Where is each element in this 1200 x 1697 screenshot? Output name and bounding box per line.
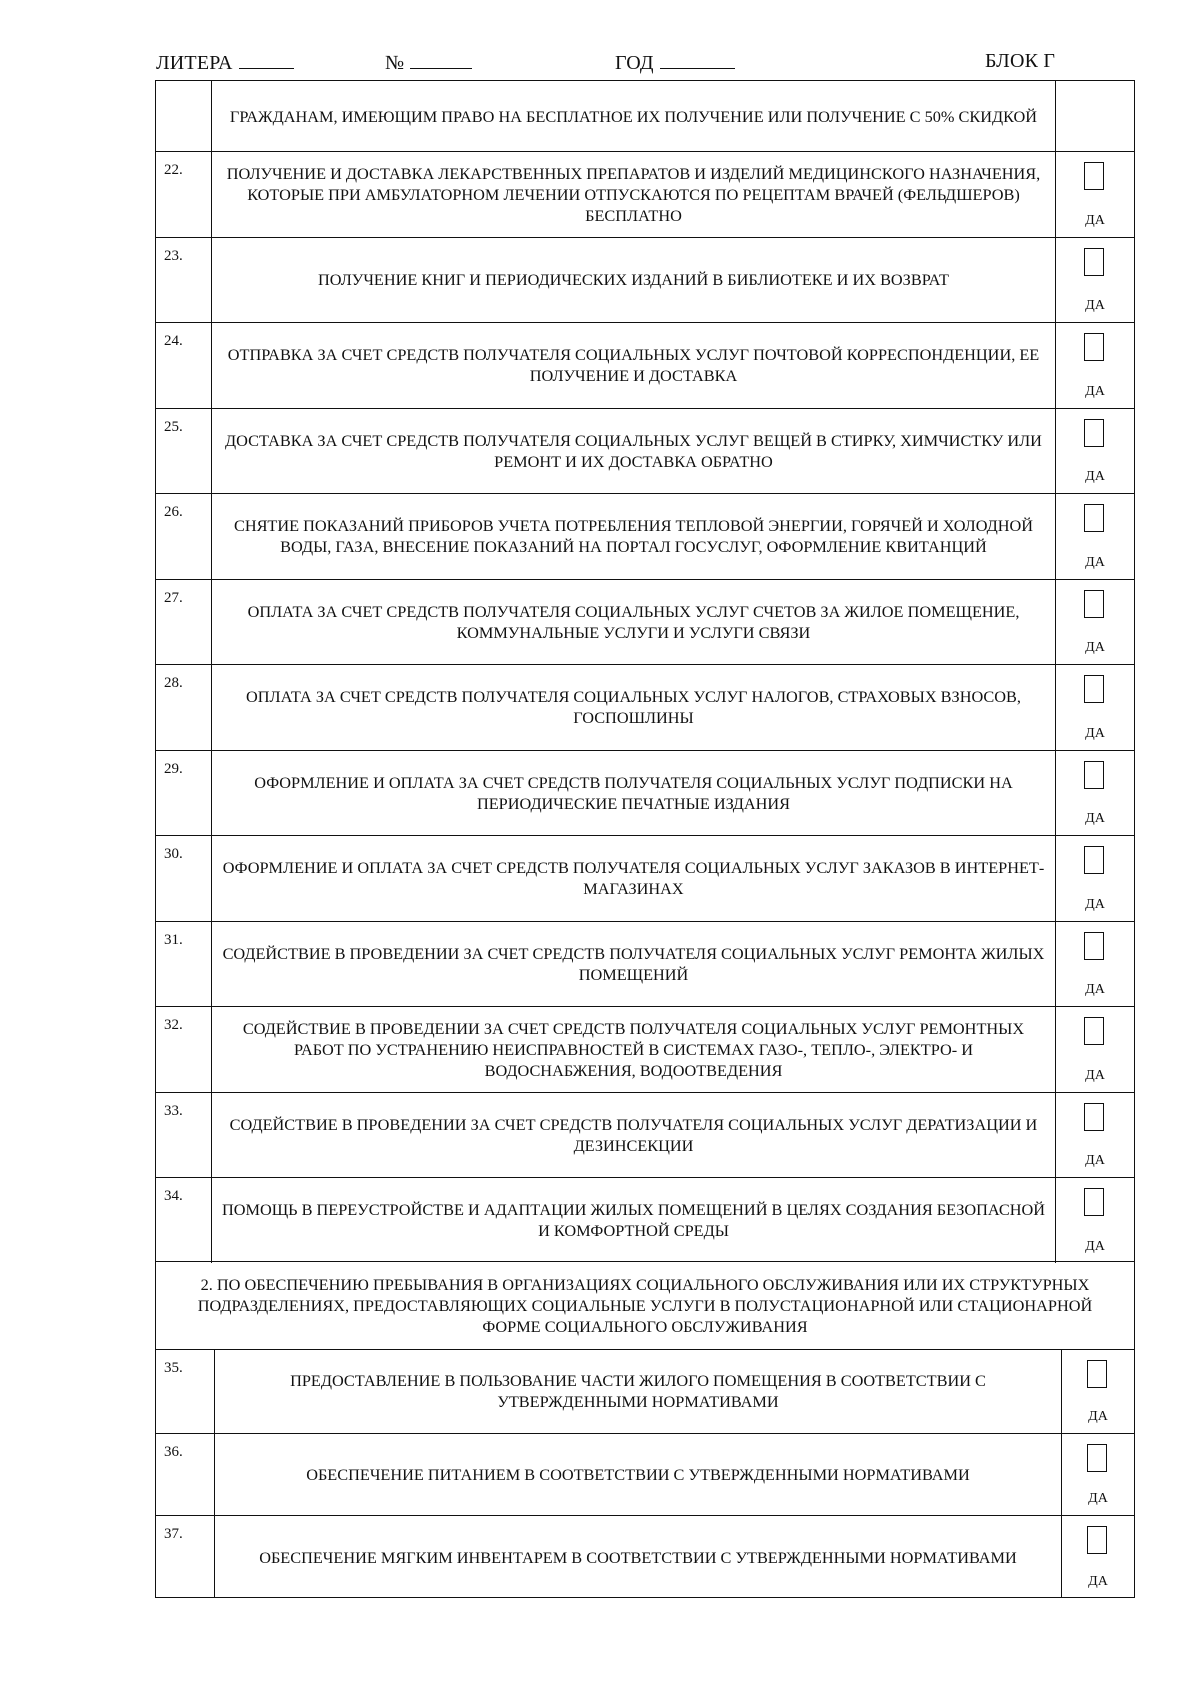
service-row xyxy=(156,151,1134,237)
row-number: 28. xyxy=(164,675,183,691)
service-description: СОДЕЙСТВИЕ В ПРОВЕДЕНИИ ЗА СЧЕТ СРЕДСТВ ПОЛУЧАТЕЛЯ СОЦИАЛЬНЫХ УСЛУГ РЕМОНТА ЖИЛЫХ ПОМЕЩЕНИЙ xyxy=(211,922,1056,1007)
number-label: № xyxy=(385,52,405,74)
yes-label: ДА xyxy=(1085,383,1105,399)
row-number: 31. xyxy=(164,931,183,948)
service-description: ДОСТАВКА ЗА СЧЕТ СРЕДСТВ ПОЛУЧАТЕЛЯ СОЦИАЛЬНЫХ УСЛУГ ВЕЩЕЙ В СТИРКУ, ХИМЧИСТКУ ИЛИ РЕМОНТ И ИХ ДОСТАВКА ОБРАТНО xyxy=(211,409,1056,494)
row-number: 29. xyxy=(164,760,183,777)
yes-option[interactable] xyxy=(1056,409,1134,494)
year-field[interactable] xyxy=(615,50,735,75)
yes-option[interactable] xyxy=(1056,1093,1134,1178)
yes-label: ДА xyxy=(1085,811,1105,826)
row-number: 33. xyxy=(164,1102,183,1119)
row-number: 32. xyxy=(164,1017,183,1033)
yes-checkbox[interactable] xyxy=(1087,1444,1107,1472)
yes-label: ДА xyxy=(1085,1067,1105,1083)
yes-option[interactable] xyxy=(1056,1007,1134,1092)
service-description: СОДЕЙСТВИЕ В ПРОВЕДЕНИИ ЗА СЧЕТ СРЕДСТВ ПОЛУЧАТЕЛЯ СОЦИАЛЬНЫХ УСЛУГ РЕМОНТНЫХ РАБОТ ПО УСТРАНЕНИЮ НЕИСПРАВНОСТЕЙ В СИСТЕМАХ ГАЗО-, ТЕПЛО-, ЭЛЕКТРО- И ВОДОСНАБЖЕНИЯ, ВОДООТВЕДЕНИЯ xyxy=(211,1007,1056,1092)
yes-checkbox[interactable] xyxy=(1084,590,1104,618)
yes-checkbox[interactable] xyxy=(1084,248,1104,276)
yes-label: ДА xyxy=(1085,1153,1105,1168)
yes-option[interactable] xyxy=(1056,580,1134,665)
yes-label: ДА xyxy=(1088,1574,1108,1590)
service-description: ПРЕДОСТАВЛЕНИЕ В ПОЛЬЗОВАНИЕ ЧАСТИ ЖИЛОГО ПОМЕЩЕНИЯ В СООТВЕТСТВИИ С УТВЕРЖДЕННЫМИ НОРМАТИВАМИ xyxy=(214,1350,1062,1433)
yes-label: ДА xyxy=(1085,298,1105,313)
yes-label: ДА xyxy=(1085,469,1105,484)
service-row xyxy=(156,1092,1134,1178)
yes-checkbox[interactable] xyxy=(1084,1103,1104,1131)
yes-label: ДА xyxy=(1085,554,1105,570)
section-2-title: 2. ПО ОБЕСПЕЧЕНИЮ ПРЕБЫВАНИЯ В ОРГАНИЗАЦИЯХ СОЦИАЛЬНОГО ОБСЛУЖИВАНИЯ ИЛИ ИХ СТРУКТУРНЫХ ПОДРАЗДЕЛЕНИЯХ, ПРЕДОСТАВЛЯЮЩИХ СОЦИАЛЬНЫЕ УСЛУГИ В ПОЛУСТАЦИОНАРНОЙ ИЛИ СТАЦИОНАРНОЙ ФОРМЕ СОЦИАЛЬНОГО ОБСЛУЖИВАНИЯ xyxy=(155,1262,1135,1350)
yes-checkbox[interactable] xyxy=(1087,1360,1107,1388)
yes-label: ДА xyxy=(1085,1238,1105,1254)
service-description: ПОЛУЧЕНИЕ КНИГ И ПЕРИОДИЧЕСКИХ ИЗДАНИЙ В БИБЛИОТЕКЕ И ИХ ВОЗВРАТ xyxy=(211,238,1056,323)
service-description: ОПЛАТА ЗА СЧЕТ СРЕДСТВ ПОЛУЧАТЕЛЯ СОЦИАЛЬНЫХ УСЛУГ СЧЕТОВ ЗА ЖИЛОЕ ПОМЕЩЕНИЕ, КОММУНАЛЬНЫЕ УСЛУГИ И УСЛУГИ СВЯЗИ xyxy=(211,580,1056,665)
row-number: 35. xyxy=(164,1360,183,1376)
row-number: 22. xyxy=(164,162,183,178)
yes-checkbox[interactable] xyxy=(1084,846,1104,874)
service-row xyxy=(156,664,1134,750)
service-row xyxy=(156,493,1134,579)
service-description: ОПЛАТА ЗА СЧЕТ СРЕДСТВ ПОЛУЧАТЕЛЯ СОЦИАЛЬНЫХ УСЛУГ НАЛОГОВ, СТРАХОВЫХ ВЗНОСОВ, ГОСПОШЛИНЫ xyxy=(211,665,1056,750)
yes-label: ДА xyxy=(1085,640,1105,655)
row-number: 36. xyxy=(164,1443,183,1460)
service-row xyxy=(156,1006,1134,1092)
yes-option[interactable] xyxy=(1056,751,1134,836)
yes-option[interactable] xyxy=(1056,922,1134,1007)
yes-option[interactable] xyxy=(1056,836,1134,921)
service-row xyxy=(156,835,1134,921)
yes-option[interactable] xyxy=(1056,238,1134,323)
yes-checkbox[interactable] xyxy=(1084,932,1104,960)
yes-option[interactable] xyxy=(1056,665,1134,750)
service-description: ОФОРМЛЕНИЕ И ОПЛАТА ЗА СЧЕТ СРЕДСТВ ПОЛУЧАТЕЛЯ СОЦИАЛЬНЫХ УСЛУГ ЗАКАЗОВ В ИНТЕРНЕТ-МАГАЗИНАХ xyxy=(211,836,1056,921)
service-description: ОБЕСПЕЧЕНИЕ ПИТАНИЕМ В СООТВЕТСТВИИ С УТВЕРЖДЕННЫМИ НОРМАТИВАМИ xyxy=(214,1434,1062,1516)
litera-label: ЛИТЕРА xyxy=(156,52,233,74)
service-row xyxy=(156,1433,1134,1516)
service-description: СОДЕЙСТВИЕ В ПРОВЕДЕНИИ ЗА СЧЕТ СРЕДСТВ ПОЛУЧАТЕЛЯ СОЦИАЛЬНЫХ УСЛУГ ДЕРАТИЗАЦИИ И ДЕЗИНСЕКЦИИ xyxy=(211,1093,1056,1178)
service-description: СНЯТИЕ ПОКАЗАНИЙ ПРИБОРОВ УЧЕТА ПОТРЕБЛЕНИЯ ТЕПЛОВОЙ ЭНЕРГИИ, ГОРЯЧЕЙ И ХОЛОДНОЙ ВОДЫ, ГАЗА, ВНЕСЕНИЕ ПОКАЗАНИЙ НА ПОРТАЛ ГОСУСЛУГ, ОФОРМЛЕНИЕ КВИТАНЦИЙ xyxy=(211,494,1056,579)
yes-label: ДА xyxy=(1088,1408,1108,1424)
service-row xyxy=(156,921,1134,1007)
services-table-a xyxy=(155,80,1135,1262)
number-field[interactable] xyxy=(385,50,472,75)
yes-option[interactable] xyxy=(1062,1516,1134,1598)
service-description: ПОМОЩЬ В ПЕРЕУСТРОЙСТВЕ И АДАПТАЦИИ ЖИЛЫХ ПОМЕЩЕНИЙ В ЦЕЛЯХ СОЗДАНИЯ БЕЗОПАСНОЙ И КОМФОРТНОЙ СРЕДЫ xyxy=(211,1178,1056,1263)
year-blank[interactable] xyxy=(660,50,735,69)
yes-checkbox[interactable] xyxy=(1084,333,1104,361)
row-number: 23. xyxy=(164,247,183,264)
yes-checkbox[interactable] xyxy=(1084,1188,1104,1216)
yes-checkbox[interactable] xyxy=(1084,1017,1104,1045)
yes-checkbox[interactable] xyxy=(1084,504,1104,532)
row-number: 24. xyxy=(164,333,183,349)
service-row xyxy=(156,750,1134,836)
service-row xyxy=(156,1515,1134,1598)
row-number: 25. xyxy=(164,418,183,435)
row-number: 27. xyxy=(164,589,183,606)
yes-label: ДА xyxy=(1088,1491,1108,1507)
yes-label: ДА xyxy=(1085,896,1105,912)
service-description: ОБЕСПЕЧЕНИЕ МЯГКИМ ИНВЕНТАРЕМ В СООТВЕТСТВИИ С УТВЕРЖДЕННЫМИ НОРМАТИВАМИ xyxy=(214,1516,1062,1598)
yes-option[interactable] xyxy=(1056,1178,1134,1263)
yes-option[interactable] xyxy=(1062,1434,1134,1516)
row-number: 34. xyxy=(164,1188,183,1204)
yes-checkbox[interactable] xyxy=(1084,419,1104,447)
row-number: 37. xyxy=(164,1526,183,1543)
service-row xyxy=(156,408,1134,494)
intro-text: ГРАЖДАНАМ, ИМЕЮЩИМ ПРАВО НА БЕСПЛАТНОЕ ИХ ПОЛУЧЕНИЕ ИЛИ ПОЛУЧЕНИЕ С 50% СКИДКОЙ xyxy=(211,81,1056,151)
litera-blank[interactable] xyxy=(239,50,294,69)
yes-checkbox[interactable] xyxy=(1084,761,1104,789)
yes-label: ДА xyxy=(1085,982,1105,997)
yes-option[interactable] xyxy=(1062,1350,1134,1433)
service-row xyxy=(156,322,1134,408)
litera-field[interactable] xyxy=(156,50,294,75)
service-description: ОФОРМЛЕНИЕ И ОПЛАТА ЗА СЧЕТ СРЕДСТВ ПОЛУЧАТЕЛЯ СОЦИАЛЬНЫХ УСЛУГ ПОДПИСКИ НА ПЕРИОДИЧЕСКИЕ ПЕЧАТНЫЕ ИЗДАНИЯ xyxy=(211,751,1056,836)
yes-label: ДА xyxy=(1085,725,1105,741)
service-description: ПОЛУЧЕНИЕ И ДОСТАВКА ЛЕКАРСТВЕННЫХ ПРЕПАРАТОВ И ИЗДЕЛИЙ МЕДИЦИНСКОГО НАЗНАЧЕНИЯ, КОТОРЫЕ ПРИ АМБУЛАТОРНОМ ЛЕЧЕНИИ ОТПУСКАЮТСЯ ПО РЕЦЕПТАМ ВРАЧЕЙ (ФЕЛЬДШЕРОВ) БЕСПЛАТНО xyxy=(211,152,1056,237)
service-row xyxy=(156,1350,1134,1433)
row-number: 30. xyxy=(164,846,183,862)
service-row xyxy=(156,237,1134,323)
service-row xyxy=(156,579,1134,665)
yes-label: ДА xyxy=(1085,212,1105,228)
yes-checkbox[interactable] xyxy=(1084,162,1104,190)
yes-option[interactable] xyxy=(1056,152,1134,237)
yes-option[interactable] xyxy=(1056,494,1134,579)
yes-option[interactable] xyxy=(1056,323,1134,408)
block-label: БЛОК Г xyxy=(985,50,1056,72)
service-description: ОТПРАВКА ЗА СЧЕТ СРЕДСТВ ПОЛУЧАТЕЛЯ СОЦИАЛЬНЫХ УСЛУГ ПОЧТОВОЙ КОРРЕСПОНДЕНЦИИ, ЕЕ ПОЛУЧЕНИЕ И ДОСТАВКА xyxy=(211,323,1056,408)
yes-checkbox[interactable] xyxy=(1087,1526,1107,1554)
yes-checkbox[interactable] xyxy=(1084,675,1104,703)
service-row xyxy=(156,1177,1134,1263)
row-number: 26. xyxy=(164,504,183,520)
intro-row xyxy=(156,81,1134,151)
services-table-b xyxy=(155,1350,1135,1598)
number-blank[interactable] xyxy=(410,50,472,69)
year-label: ГОД xyxy=(615,52,654,74)
